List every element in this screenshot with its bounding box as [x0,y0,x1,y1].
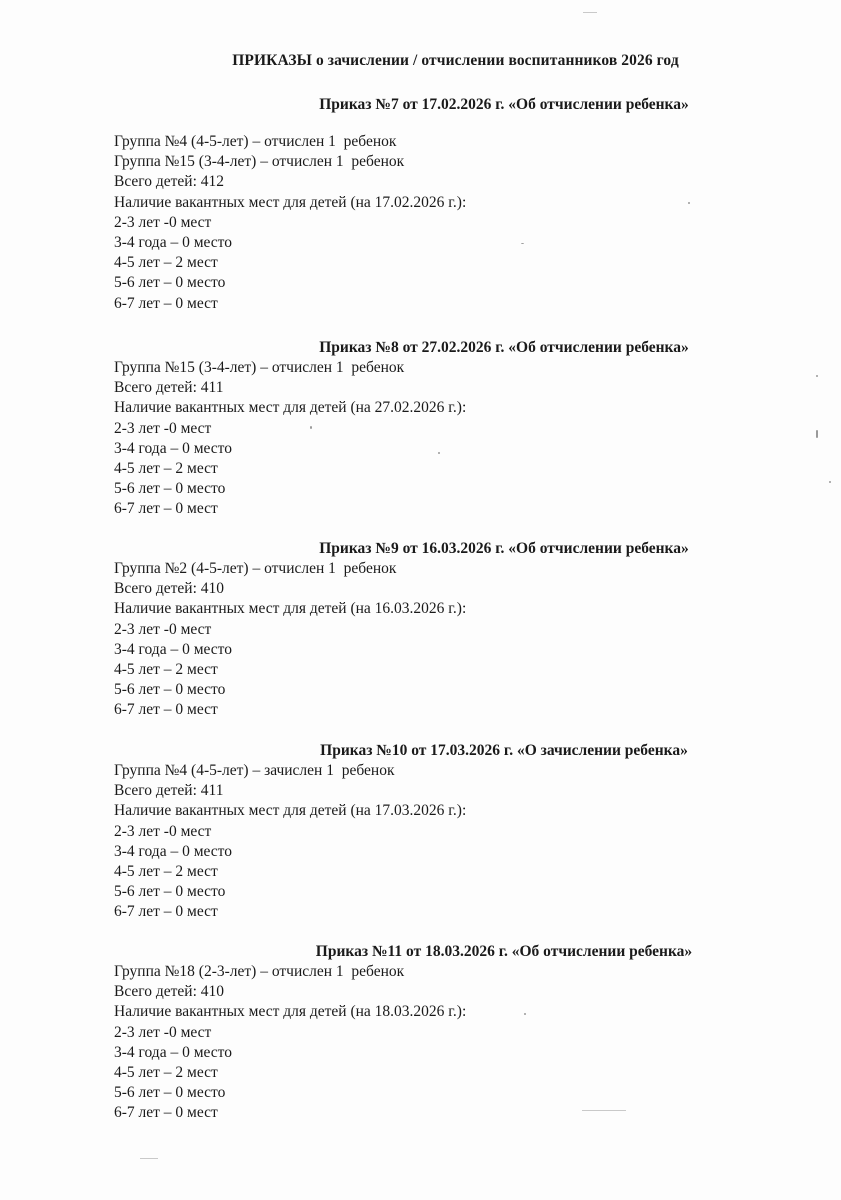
order-line: 6-7 лет – 0 мест [114,903,218,921]
order-line: Группа №4 (4-5-лет) – зачислен 1 ребенок [114,762,395,779]
order-line: 5-6 лет – 0 место [114,681,226,699]
order-line: 4-5 лет – 2 мест [114,862,218,880]
order-line: Наличие вакантных мест для детей (на 17.02.2026 г.): [114,193,467,211]
order-line: 4-5 лет – 2 мест [114,1063,218,1081]
order-line: Всего детей: 410 [114,580,225,598]
order-10 [114,741,754,923]
scan-scratch [582,1110,626,1111]
order-line: 3-4 года – 0 место [114,640,232,658]
page-title: ПРИКАЗЫ о зачислении / отчислении воспитанников 2026 год [232,52,679,69]
order-line: 5-6 лет – 0 место [114,1084,226,1102]
order-lines [114,132,754,314]
order-line: Группа №18 (2-3-лет) – отчислен 1 ребенок [114,963,405,980]
order-line: Наличие вакантных мест для детей (на 17.03.2026 г.): [114,802,467,820]
order-lines [114,962,754,1124]
order-line: 3-4 года – 0 место [114,233,232,251]
scan-speck [829,481,831,483]
order-line: 6-7 лет – 0 мест [114,500,218,518]
order-title: Приказ №11 от 18.03.2026 г. «Об отчислении ребенка» [315,943,693,960]
order-line: 4-5 лет – 2 мест [114,459,218,477]
order-line: Группа №15 (3-4-лет) – отчислен 1 ребенок [114,359,405,376]
order-lines [114,358,754,520]
order-line: Всего детей: 411 [114,782,224,800]
order-line: Наличие вакантных мест для детей (на 18.03.2026 г.): [114,1003,467,1021]
order-line: 2-3 лет -0 мест [114,620,212,638]
order-title: Приказ №7 от 17.02.2026 г. «Об отчислении ребенка» [319,96,689,113]
order-line: 3-4 года – 0 место [114,1043,232,1061]
order-line: Группа №4 (4-5-лет) – отчислен 1 ребенок [114,133,397,150]
order-7 [114,95,754,314]
order-line: 2-3 лет -0 мест [114,822,212,840]
order-line: 4-5 лет – 2 мест [114,254,218,272]
order-line: 2-3 лет -0 мест [114,213,212,231]
scan-speck [521,243,524,244]
order-lines [114,559,754,721]
scan-speck [816,375,818,377]
order-title: Приказ №10 от 17.03.2026 г. «О зачислении ребенка» [320,742,688,759]
order-line: 3-4 года – 0 место [114,439,232,457]
order-line: Всего детей: 411 [114,379,224,397]
order-title: Приказ №9 от 16.03.2026 г. «Об отчислении ребенка» [319,540,689,557]
order-line: Наличие вакантных мест для детей (на 27.02.2026 г.): [114,399,467,417]
order-line: Группа №2 (4-5-лет) – отчислен 1 ребенок [114,560,397,577]
order-line: 6-7 лет – 0 мест [114,1104,218,1122]
order-lines [114,761,754,923]
scan-speck [816,430,818,438]
order-title: Приказ №8 от 27.02.2026 г. «Об отчислении ребенка» [319,339,689,356]
order-11 [114,942,754,1124]
order-line: 5-6 лет – 0 место [114,883,226,901]
order-line: Наличие вакантных мест для детей (на 16.03.2026 г.): [114,600,467,618]
order-line: 5-6 лет – 0 место [114,274,226,292]
order-line: 4-5 лет – 2 мест [114,660,218,678]
order-line: 2-3 лет -0 мест [114,419,212,437]
order-line: 6-7 лет – 0 мест [114,701,218,719]
order-9 [114,539,754,721]
scan-scratch [140,1158,158,1159]
scan-speck [310,426,312,429]
scan-scratch [583,12,597,13]
order-line: 3-4 года – 0 место [114,842,232,860]
scan-speck [524,1013,526,1015]
order-line: 5-6 лет – 0 место [114,480,226,498]
order-line: 2-3 лет -0 мест [114,1023,212,1041]
order-line: Группа №15 (3-4-лет) – отчислен 1 ребенок [114,153,405,171]
order-line: Всего детей: 410 [114,983,225,1001]
order-8 [114,338,754,520]
scan-speck [438,452,440,454]
scan-speck [688,202,690,204]
order-line: 6-7 лет – 0 мест [114,294,218,312]
order-line: Всего детей: 412 [114,173,225,191]
